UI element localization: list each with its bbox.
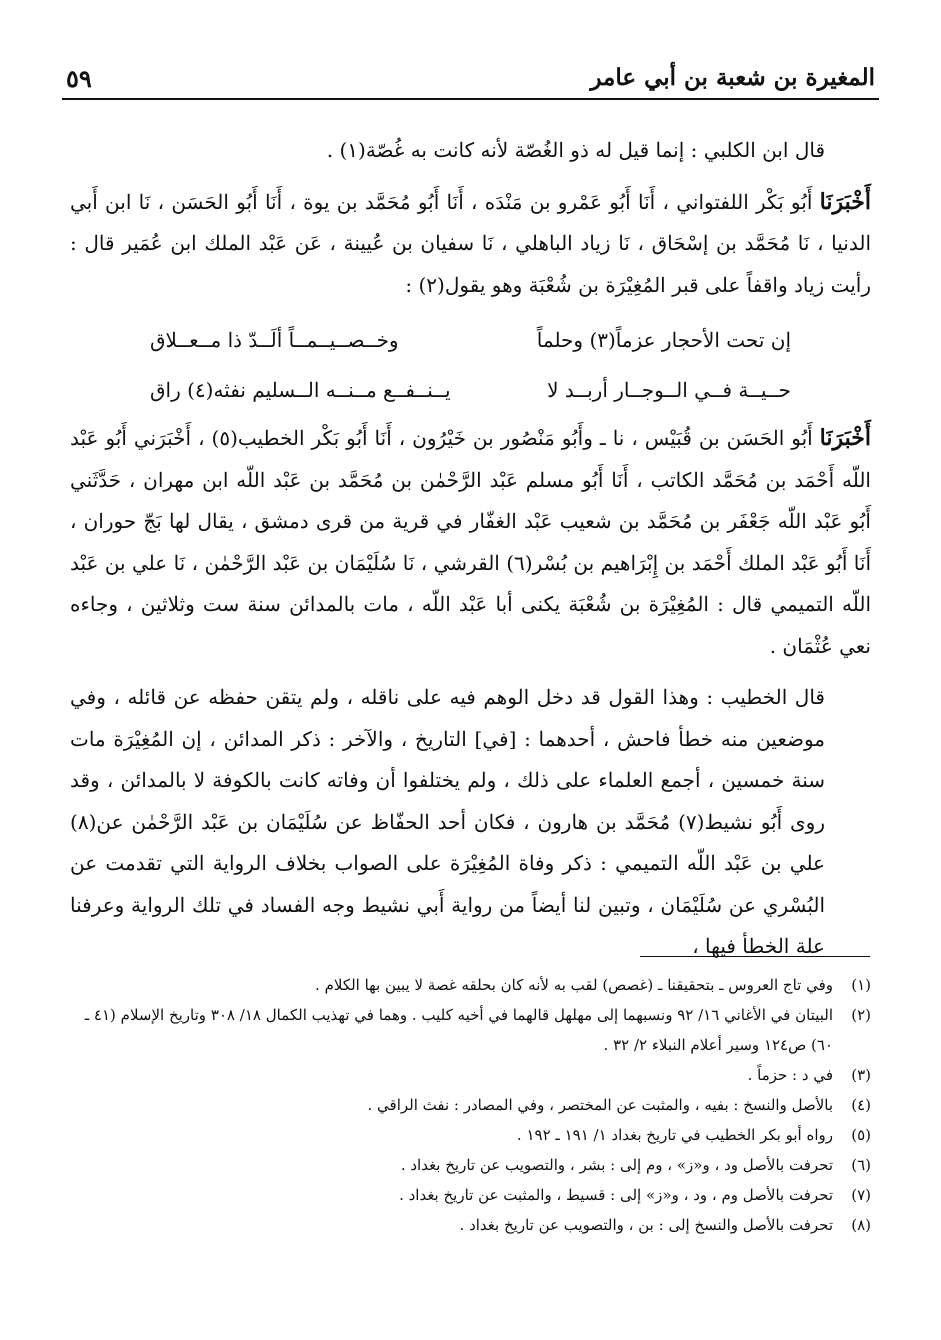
paragraph-isnad-2 xyxy=(70,418,871,667)
footnote-number: (٤) xyxy=(851,1096,871,1114)
footnote-text: رواه أبو بكر الخطيب في تاريخ بغداد ١/ ١٩١ ـ ١٩٢ . xyxy=(516,1126,833,1144)
footnote-item xyxy=(70,1000,871,1060)
paragraph-kalbi: قال ابن الكلبي : إنما قيل له ذو الغُصّة لأنه كانت به غُصّة(١) . xyxy=(326,138,825,162)
footnote-separator xyxy=(640,956,870,957)
footnote-item xyxy=(70,1180,871,1210)
footnote-text: في د : حزماً . xyxy=(747,1066,833,1084)
footnote-item xyxy=(70,1120,871,1150)
footnote-text: تحرفت بالأصل وم ، ود ، و«ز» إلى : قسيط ، والمثبت عن تاريخ بغداد . xyxy=(399,1186,833,1204)
footnote-item xyxy=(70,1090,871,1120)
footnote-text: بالأصل والنسخ : بفيه ، والمثبت عن المختصر ، وفي المصادر : نفث الراقي . xyxy=(367,1096,833,1114)
footnote-number: (٥) xyxy=(851,1126,871,1144)
running-title: المغيرة بن شعبة بن أبي عامر xyxy=(590,64,875,91)
footnote-item xyxy=(70,1210,871,1240)
footnote-number: (٧) xyxy=(851,1186,871,1204)
footnote-item xyxy=(70,1150,871,1180)
verse-1-second-hemistich: وخــصــيــمــاً ألَــدّ ذا مــعــلاق xyxy=(150,328,399,352)
footnote-number: (٨) xyxy=(851,1216,871,1234)
paragraph-isnad-1 xyxy=(70,182,871,307)
main-text-bottom xyxy=(70,418,871,968)
footnote-number: (٢) xyxy=(851,1006,871,1024)
page-number: ٥٩ xyxy=(66,64,92,93)
page-header xyxy=(62,58,879,100)
footnote-number: (٣) xyxy=(851,1066,871,1084)
footnote-text: وفي تاج العروس ـ بتحقيقنا ـ (غصص) لقب به لأنه كان بحلقه غصة لا يبين بها الكلام . xyxy=(315,976,833,994)
verse-2-second-hemistich: يــنــفــع مــنــه الــسليم نفثه(٤) راق xyxy=(150,378,451,402)
paragraph-isnad-1-text: أَبُو بَكْر اللفتواني ، أَنَا أَبُو عَمْرو بن مَنْدَه ، أَنَا أَبُو مُحَمَّد بن يوة ، أَنَا أَبُو الحَسَن ، نَا ابن أَبي الدنيا ، نَا مُحَمَّد بن إسْحَاق ، نَا زياد الباهلي ، نَا سفيان بن عُيينة ، عَن عَبْد الملك ابن عُمَير قال : رأيت زياد واقفاً على قبر المُغِيْرَة بن شُعْبَة وهو يقول(٢) : xyxy=(70,189,871,297)
footnote-item xyxy=(70,1060,871,1090)
footnote-item xyxy=(70,970,871,1000)
verse-2-first-hemistich: حــيــة فــي الــوجــار أربــد لا xyxy=(547,378,791,402)
footnotes xyxy=(70,970,871,1240)
akhbarana-lead-2: أَخْبَرَنَا xyxy=(819,425,871,451)
footnote-number: (٦) xyxy=(851,1156,871,1174)
verse-1-first-hemistich: إن تحت الأحجار عزماً(٣) وحلماً xyxy=(536,328,791,352)
paragraph-isnad-2-text: أَبُو الحَسَن بن قُبَيْس ، نا ـ وأَبُو مَنْصُور بن خَيْرُون ، أَنَا أَبُو بَكْر الخطيب(٥) ، أَخْبَرَني أَبُو عَبْد اللّه أَحْمَد بن مُحَمَّد الكاتب ، أَنَا أَبُو مسلم عَبْد الرَّحْمٰن بن مُحَمَّد بن عَبْد اللّه ابن مهران ، حَدَّثَني أَبُو عَبْد اللّه جَعْفَر بن مُحَمَّد بن شعيب عَبْد الغفّار في قرية من قرى دمشق ، يقال لها بَجّ حوران ، أَنَا أَبُو عَبْد الملك أَحْمَد بن إِبْرَاهيم بن بُسْر(٦) القرشي ، نَا سُلَيْمَان بن عَبْد الرَّحْمٰن ، نَا علي بن عَبْد اللّه التميمي قال : المُغِيْرَة بن شُعْبَة يكنى أبا عَبْد اللّه ، مات بالمدائن سنة ست وثلاثين ، وجاءه نعي عُثْمَان . xyxy=(70,426,872,658)
main-text-top xyxy=(70,130,871,306)
footnote-text: تحرفت بالأصل ود ، و«ز» ، وم إلى : بشر ، والتصويب عن تاريخ بغداد . xyxy=(400,1156,833,1174)
footnote-text: تحرفت بالأصل والنسخ إلى : بن ، والتصويب عن تاريخ بغداد . xyxy=(459,1216,833,1234)
paragraph-khatib: قال الخطيب : وهذا القول قد دخل الوهم فيه على ناقله ، ولم يتقن حفظه عن قائله ، وفي موضعين منه خطأ فاحش ، أحدهما : [في] التاريخ ، والآخر : ذكر المدائن ، إن المُغِيْرَة مات سنة خمسين ، أجمع العلماء على ذلك ، ولم يختلفوا أن وفاته كانت بالكوفة لا بالمدائن ، وقد روى أَبُو نشيط(٧) مُحَمَّد بن هارون ، فكان أحد الحفّاظ عن سُلَيْمَان بن عَبْد الرَّحْمٰن عن(٨) علي بن عَبْد اللّه التميمي : ذكر وفاة المُغِيْرَة على الصواب بخلاف الرواية التي تقدمت عن البُسْري عن سُلَيْمَان ، وتبين لنا أيضاً من رواية أَبي نشيط وجه الفساد في تلك الرواية وعرفنا علة الخطأ فيها ، xyxy=(70,685,825,958)
akhbarana-lead: أَخْبَرَنَا xyxy=(819,188,871,215)
footnote-number: (١) xyxy=(851,976,871,994)
footnote-text: البيتان في الأغاني ١٦/ ٩٢ ونسبهما إلى مهلهل قالهما في أخيه كليب . وهما في تهذيب الكمال ١٨/ ٣٠٨ وتاريخ الإسلام (٤١ ـ ٦٠) ص١٢٤ وسير أعلام النبلاء ٢/ ٣٢ . xyxy=(84,1006,833,1054)
